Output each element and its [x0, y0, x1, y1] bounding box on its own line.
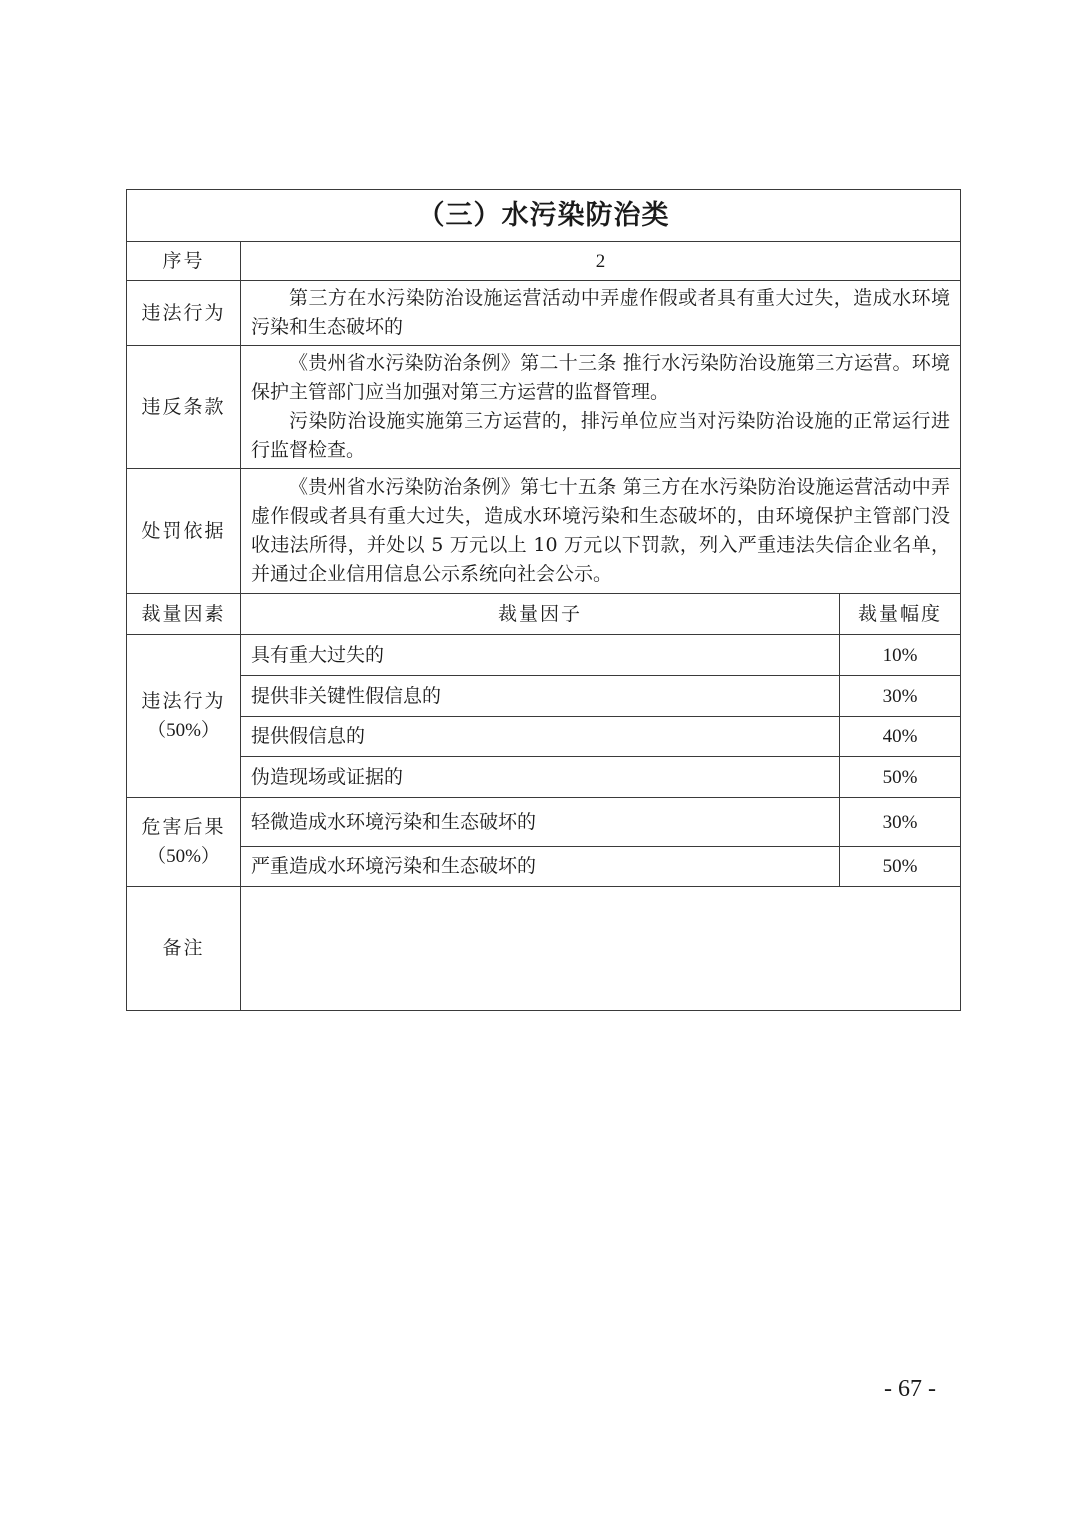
discretion-header-row: [127, 594, 961, 635]
factor-pct: 30%: [840, 798, 961, 847]
table-title: （三）水污染防治类: [127, 190, 961, 242]
serial-row: [127, 242, 961, 281]
clause-text-cell: [241, 346, 961, 469]
discretion-table: [126, 189, 961, 1011]
factor-item: 轻微造成水环境污染和生态破坏的: [241, 798, 840, 847]
table-row: [127, 757, 961, 798]
clause-row: [127, 346, 961, 469]
penalty-text-cell: [241, 469, 961, 594]
group-weight: （50%）: [147, 720, 220, 741]
table-row: [127, 635, 961, 676]
range-header: 裁量幅度: [840, 594, 961, 635]
penalty-text: 《贵州省水污染防治条例》第七十五条 第三方在水污染防治设施运营活动中弄虚作假或者具有重大过失，造成水环境污染和生态破坏的，由环境保护主管部门没收违法所得，并处以 5 万元以上 10 万元以下罚款，列入严重违法失信企业名单，并通过企业信用信息公示系统向社会公示。: [251, 476, 951, 585]
clause-paragraph-2: 污染防治设施实施第三方运营的，排污单位应当对污染防治设施的正常运行进行监督检查。: [251, 410, 951, 461]
page-number: - 67 -: [884, 1376, 936, 1402]
table-row: [127, 847, 961, 887]
group-name: 违法行为: [141, 690, 226, 712]
group-label-harm: [127, 798, 241, 887]
violation-text: 第三方在水污染防治设施运营活动中弄虚作假或者具有重大过失，造成水环境污染和生态破坏的: [251, 287, 951, 338]
factor-item: 严重造成水环境污染和生态破坏的: [241, 847, 840, 887]
violation-row: [127, 281, 961, 346]
factor-header: 裁量因素: [127, 594, 241, 635]
factor-pct: 40%: [840, 717, 961, 757]
group-name: 危害后果: [141, 816, 226, 838]
factor-pct: 50%: [840, 757, 961, 798]
factor-item: 提供非关键性假信息的: [241, 676, 840, 717]
serial-label: 序号: [127, 242, 241, 281]
table-row: [127, 798, 961, 847]
factor-pct: 30%: [840, 676, 961, 717]
remarks-row: [127, 887, 961, 1011]
violation-text-cell: [241, 281, 961, 346]
violation-label: 违法行为: [127, 281, 241, 346]
factor-pct: 50%: [840, 847, 961, 887]
factor-pct: 10%: [840, 635, 961, 676]
group-label-violation: [127, 635, 241, 798]
serial-value: 2: [241, 242, 961, 281]
item-header: 裁量因子: [241, 594, 840, 635]
factor-item: 伪造现场或证据的: [241, 757, 840, 798]
clause-label: 违反条款: [127, 346, 241, 469]
remarks-value: [241, 887, 961, 1011]
penalty-row: [127, 469, 961, 594]
clause-paragraph-1: 《贵州省水污染防治条例》第二十三条 推行水污染防治设施第三方运营。环境保护主管部门应当加强对第三方运营的监督管理。: [251, 352, 951, 403]
table-row: [127, 717, 961, 757]
remarks-label: 备注: [127, 887, 241, 1011]
factor-item: 提供假信息的: [241, 717, 840, 757]
penalty-label: 处罚依据: [127, 469, 241, 594]
group-weight: （50%）: [147, 846, 220, 867]
factor-item: 具有重大过失的: [241, 635, 840, 676]
table-row: [127, 676, 961, 717]
